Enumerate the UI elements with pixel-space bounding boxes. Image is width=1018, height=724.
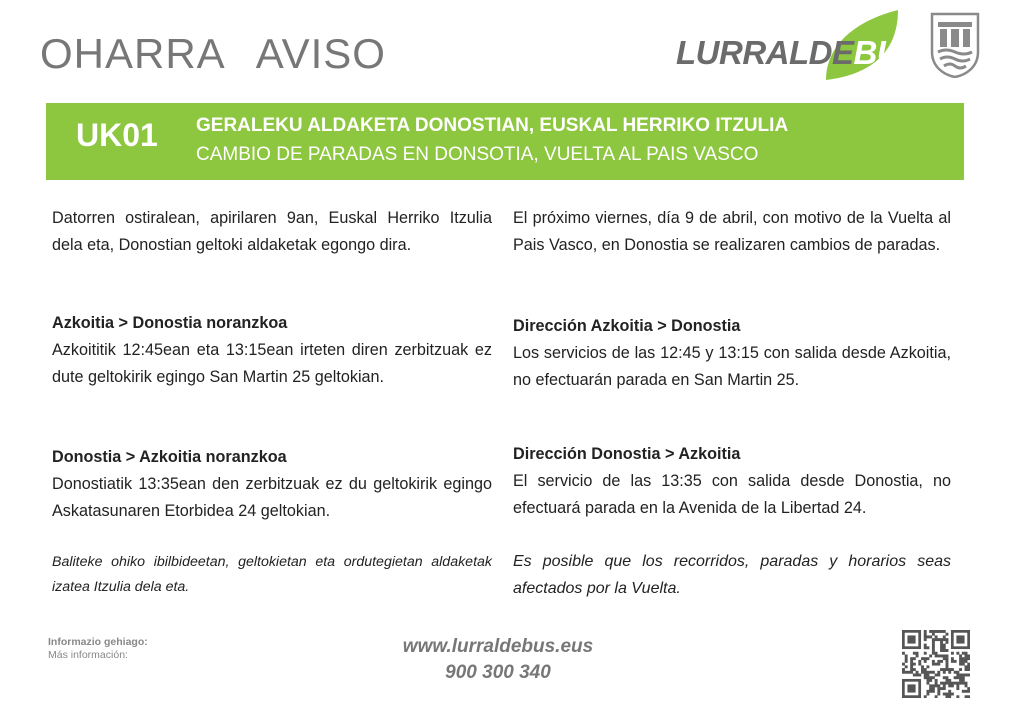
section-heading: Dirección Donostia > Azkoitia <box>513 445 741 463</box>
intro-text: El próximo viernes, día 9 de abril, con motivo de la Vuelta al Pais Vasco, en Donostia se realizaren cambios de paradas. <box>513 209 951 254</box>
brand-name-accent: BUS <box>853 34 922 71</box>
intro-text: Datorren ostiralean, apirilaren 9an, Euskal Herriko Itzulia dela eta, Donostian geltoki aldaketak egongo dira. <box>52 209 492 254</box>
qr-code-icon[interactable] <box>902 630 970 698</box>
banner-title-spanish: CAMBIO DE PARADAS EN DONSOTIA, VUELTA AL PAIS VASCO <box>196 144 759 165</box>
section-heading: Azkoitia > Donostia noranzkoa <box>52 314 288 332</box>
disclaimer-note: Baliteke ohiko ibilbideetan, geltokietan eta ordutegietan aldaketak izatea Itzulia dela eta. <box>52 554 492 595</box>
banner-title-basque: GERALEKU ALDAKETA DONOSTIAN, EUSKAL HERRIKO ITZULIA <box>196 115 789 136</box>
brand-name-main: LURRALDE <box>676 34 854 71</box>
more-info-label <box>48 636 148 662</box>
lurraldebus-logo <box>676 8 922 88</box>
more-info-basque: Informazio gehiago: <box>48 636 148 648</box>
section-body: Azkoititik 12:45ean eta 13:15ean irteten diren zerbitzuak ez dute geltokirik egingo San Martin 25 geltokian. <box>52 341 492 386</box>
more-info-spanish: Más información: <box>48 649 128 661</box>
section-body: Los servicios de las 12:45 y 13:15 con salida desde Azkoitia, no efectuarán parada en San Martin 25. <box>513 344 951 389</box>
route-banner <box>46 103 964 180</box>
section-body: El servicio de las 13:35 con salida desde Donostia, no efectuará parada en la Avenida de la Libertad 24. <box>513 472 951 517</box>
section-heading: Donostia > Azkoitia noranzkoa <box>52 448 287 466</box>
phone-number: 900 300 340 <box>445 662 551 683</box>
coat-of-arms-icon <box>930 12 980 78</box>
route-code: UK01 <box>76 117 158 153</box>
disclaimer-note: Es posible que los recorridos, paradas y horarios seas afectados por la Vuelta. <box>513 553 951 597</box>
section-heading: Dirección Azkoitia > Donostia <box>513 317 741 335</box>
title-basque: OHARRA <box>40 30 226 77</box>
section-body: Donostiatik 13:35ean den zerbitzuak ez du geltokirik egingo Askatasunaren Etorbidea 24 geltokian. <box>52 475 492 520</box>
contact-info <box>380 634 616 686</box>
notice-title <box>40 30 386 78</box>
website-link[interactable]: www.lurraldebus.eus <box>402 636 594 657</box>
title-spanish: AVISO <box>255 30 386 77</box>
